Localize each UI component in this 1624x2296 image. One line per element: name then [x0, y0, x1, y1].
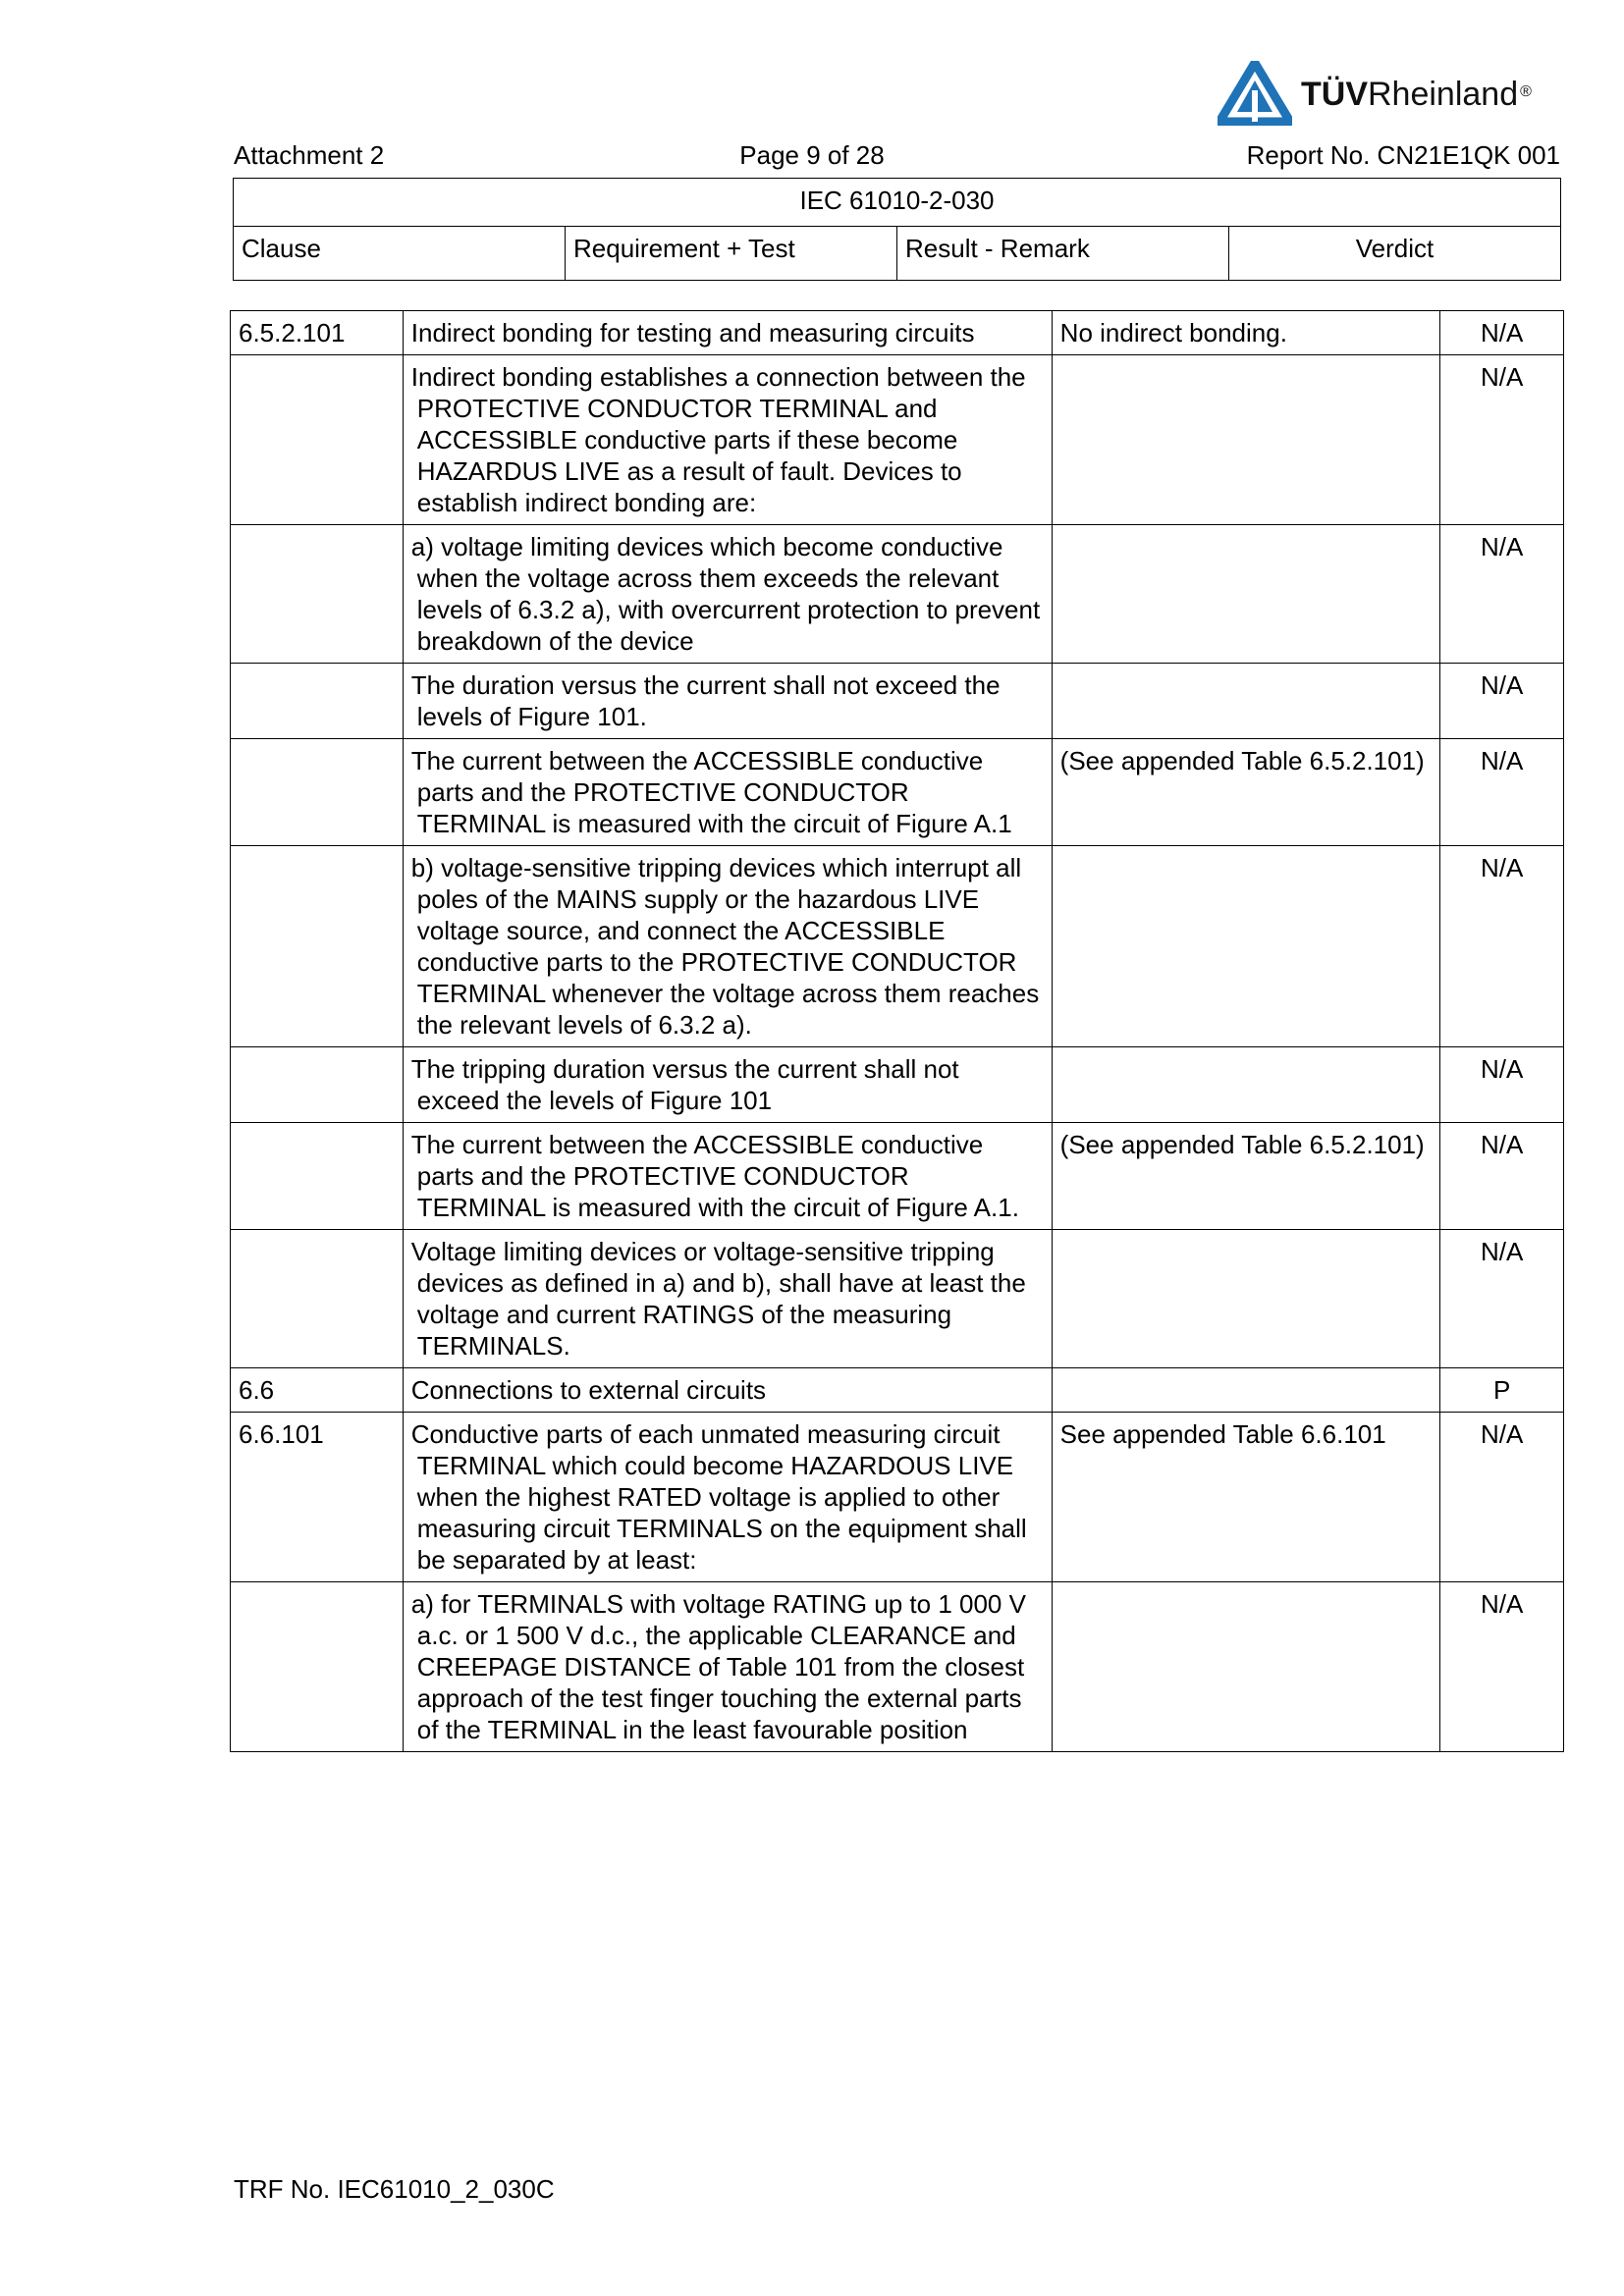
table-row [231, 1582, 1564, 1752]
verdict-cell [1440, 1047, 1564, 1123]
requirement-cell-text: Connections to external circuits [410, 1375, 767, 1405]
verdict-cell [1440, 1582, 1564, 1752]
requirement-cell-text: The duration versus the current shall not exceed the levels of Figure 101. [410, 670, 1001, 731]
clause-cell-text: 6.5.2.101 [239, 318, 346, 347]
verdict-cell [1440, 525, 1564, 664]
requirement-cell [403, 1047, 1052, 1123]
requirement-cell [403, 1123, 1052, 1230]
table-row [231, 1413, 1564, 1582]
logo-wordmark [1301, 75, 1532, 114]
requirement-cell [403, 739, 1052, 846]
verdict-cell [1440, 311, 1564, 355]
result-cell [1052, 846, 1440, 1047]
clause-cell [231, 1582, 404, 1752]
verdict-cell [1440, 1413, 1564, 1582]
clause-cell-text: 6.6 [239, 1375, 275, 1405]
clause-cell [231, 739, 404, 846]
table-row [231, 355, 1564, 525]
logo-registered-mark: ® [1520, 83, 1532, 100]
requirement-cell [403, 1230, 1052, 1368]
clause-cell [231, 311, 404, 355]
clause-cell [231, 1368, 404, 1413]
logo-brand-bold: TÜV [1301, 76, 1368, 113]
result-cell-text: See appended Table 6.6.101 [1059, 1419, 1386, 1449]
result-cell [1052, 525, 1440, 664]
table-row [231, 525, 1564, 664]
column-header-result: Result - Remark [897, 227, 1229, 281]
requirement-cell [403, 664, 1052, 739]
requirement-cell [403, 1368, 1052, 1413]
table-row [231, 664, 1564, 739]
requirement-cell [403, 1582, 1052, 1752]
result-cell [1052, 355, 1440, 525]
requirement-cell [403, 846, 1052, 1047]
clause-table [230, 310, 1564, 1752]
verdict-cell-text: N/A [1481, 1237, 1524, 1266]
header-table [233, 178, 1561, 281]
clause-cell [231, 1230, 404, 1368]
verdict-cell-text: N/A [1481, 1130, 1524, 1159]
verdict-cell-text: N/A [1481, 670, 1524, 700]
result-cell [1052, 739, 1440, 846]
verdict-cell-text: N/A [1481, 853, 1524, 882]
result-cell [1052, 1368, 1440, 1413]
column-header-clause: Clause [234, 227, 566, 281]
result-cell [1052, 664, 1440, 739]
verdict-cell-text: N/A [1481, 362, 1524, 392]
verdict-cell [1440, 1368, 1564, 1413]
table-row [231, 1047, 1564, 1123]
clause-cell [231, 846, 404, 1047]
column-header-requirement: Requirement + Test [566, 227, 897, 281]
result-cell [1052, 1123, 1440, 1230]
verdict-cell [1440, 1230, 1564, 1368]
clause-cell [231, 355, 404, 525]
requirement-cell [403, 355, 1052, 525]
verdict-cell-text: N/A [1481, 746, 1524, 775]
trf-number: TRF No. IEC61010_2_030C [234, 2174, 555, 2204]
verdict-cell-text: N/A [1481, 1054, 1524, 1084]
result-cell [1052, 1047, 1440, 1123]
verdict-cell-text: N/A [1481, 532, 1524, 561]
table-row [231, 1368, 1564, 1413]
clause-cell [231, 525, 404, 664]
requirement-cell [403, 1413, 1052, 1582]
clause-cell [231, 1413, 404, 1582]
tuv-rheinland-logo [1218, 61, 1566, 126]
standard-title: IEC 61010-2-030 [234, 179, 1561, 227]
verdict-cell [1440, 1123, 1564, 1230]
clause-cell [231, 664, 404, 739]
clause-cell-text: 6.6.101 [239, 1419, 324, 1449]
requirement-cell-text: a) voltage limiting devices which become conductive when the voltage across them exceeds the relevant levels of 6.3.2 a), with overcurrent protection to prevent breakdown of the device [410, 532, 1041, 656]
result-cell-text: (See appended Table 6.5.2.101) [1059, 746, 1425, 775]
result-cell-text: (See appended Table 6.5.2.101) [1059, 1130, 1425, 1159]
requirement-cell-text: Indirect bonding for testing and measuring circuits [410, 318, 975, 347]
clause-cell [231, 1047, 404, 1123]
result-cell-text: No indirect bonding. [1059, 318, 1287, 347]
result-cell [1052, 1582, 1440, 1752]
clause-cell [231, 1123, 404, 1230]
table-row [231, 1123, 1564, 1230]
requirement-cell-text: b) voltage-sensitive tripping devices which interrupt all poles of the MAINS supply or the hazardous LIVE voltage source, and connect the ACCESSIBLE conductive parts to the PROTECTIVE CONDUCTOR TERMINAL whenever the voltage across them reaches the relevant levels of 6.3.2 a). [410, 853, 1040, 1040]
table-row [231, 846, 1564, 1047]
verdict-cell [1440, 355, 1564, 525]
column-header-verdict: Verdict [1229, 227, 1561, 281]
result-cell [1052, 1230, 1440, 1368]
verdict-cell [1440, 739, 1564, 846]
verdict-cell-text: N/A [1481, 1589, 1524, 1619]
table-row [231, 311, 1564, 355]
table-row [231, 1230, 1564, 1368]
requirement-cell-text: Indirect bonding establishes a connection between the PROTECTIVE CONDUCTOR TERMINAL and ACCESSIBLE conductive parts if these become HAZARDUS LIVE as a result of fault. Devices to establish indirect bonding are: [410, 362, 1026, 517]
attachment-label: Attachment 2 [234, 140, 385, 170]
tuv-triangle-icon [1218, 61, 1292, 126]
requirement-cell-text: The current between the ACCESSIBLE conductive parts and the PROTECTIVE CONDUCTOR TERMINAL is measured with the circuit of Figure A.1. [410, 1130, 1019, 1222]
verdict-cell [1440, 664, 1564, 739]
requirement-cell-text: The tripping duration versus the current shall not exceed the levels of Figure 101 [410, 1054, 959, 1115]
table-row [231, 739, 1564, 846]
report-number: Report No. CN21E1QK 001 [1246, 140, 1560, 170]
requirement-cell-text: Conductive parts of each unmated measuring circuit TERMINAL which could become HAZARDOUS LIVE when the highest RATED voltage is applied to other measuring circuit TERMINALS on the equipment shall be separated by at least: [410, 1419, 1027, 1575]
requirement-cell [403, 311, 1052, 355]
verdict-cell-text: N/A [1481, 318, 1524, 347]
requirement-cell [403, 525, 1052, 664]
verdict-cell [1440, 846, 1564, 1047]
result-cell [1052, 311, 1440, 355]
requirement-cell-text: a) for TERMINALS with voltage RATING up to 1 000 V a.c. or 1 500 V d.c., the applicable CLEARANCE and CREEPAGE DISTANCE of Table 101 from the closest approach of the test finger touching the external parts of the TERMINAL in the least favourable position [410, 1589, 1026, 1744]
requirement-cell-text: Voltage limiting devices or voltage-sensitive tripping devices as defined in a) and b), shall have at least the voltage and current RATINGS of the measuring TERMINALS. [410, 1237, 1026, 1361]
verdict-cell-text: N/A [1481, 1419, 1524, 1449]
requirement-cell-text: The current between the ACCESSIBLE conductive parts and the PROTECTIVE CONDUCTOR TERMINAL is measured with the circuit of Figure A.1 [410, 746, 1012, 838]
verdict-cell-text: P [1493, 1375, 1511, 1405]
page-number: Page 9 of 28 [739, 140, 885, 170]
logo-brand-rest: Rheinland [1368, 76, 1519, 113]
result-cell [1052, 1413, 1440, 1582]
